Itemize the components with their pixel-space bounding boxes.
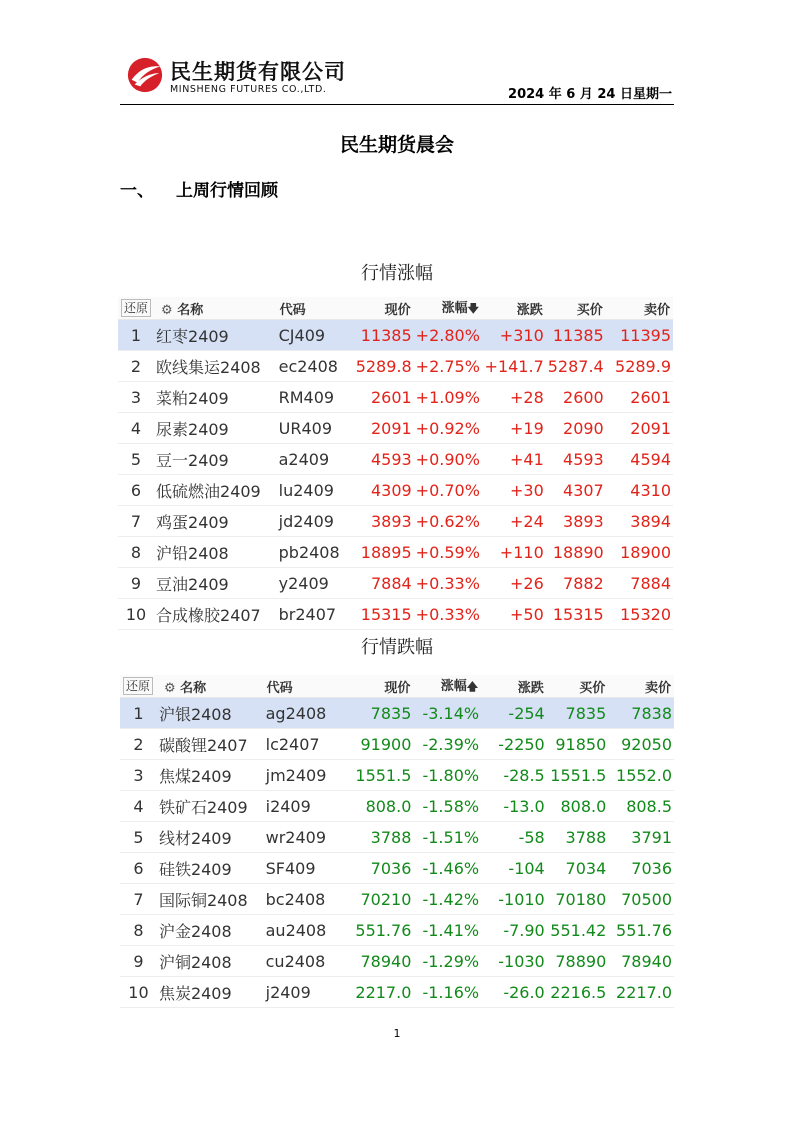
up-arrow-icon: 🡅 — [466, 680, 479, 693]
row-index: 7 — [118, 506, 154, 537]
ask-cell: 7036 — [608, 853, 674, 884]
table-row[interactable] — [118, 413, 673, 444]
down-arrow-icon: 🡇 — [467, 302, 479, 315]
fall-table — [120, 675, 674, 1008]
change-pct-cell: -1.29% — [413, 946, 481, 977]
brand-name-en: MINSHENG FUTURES CO.,LTD. — [170, 84, 327, 95]
contract-name: 合成橡胶2407 — [154, 599, 277, 630]
contract-name: 铁矿石2409 — [157, 791, 264, 822]
fall-table-title: 行情跌幅 — [361, 637, 433, 658]
change-pct-cell: +2.80% — [414, 320, 482, 351]
change-pct-cell: -1.16% — [413, 977, 481, 1008]
change-pct-cell: -1.58% — [413, 791, 481, 822]
name-header[interactable]: ⚙ 名称 — [154, 297, 277, 320]
row-index: 2 — [118, 351, 154, 382]
price-header[interactable]: 现价 — [354, 297, 414, 320]
change-pct-cell: -1.46% — [413, 853, 481, 884]
bid-cell: 7034 — [547, 853, 609, 884]
ask-header[interactable]: 卖价 — [606, 297, 673, 320]
table-row[interactable] — [118, 444, 673, 475]
row-index: 9 — [120, 946, 157, 977]
ask-cell: 78940 — [608, 946, 674, 977]
row-index: 6 — [118, 475, 154, 506]
contract-name: 沪金2408 — [157, 915, 264, 946]
ask-cell: 11395 — [606, 320, 673, 351]
contract-name: 鸡蛋2409 — [154, 506, 277, 537]
bid-cell: 3788 — [547, 822, 609, 853]
table-row[interactable] — [120, 853, 674, 884]
fall-table-header — [120, 675, 674, 698]
bid-cell: 808.0 — [547, 791, 609, 822]
contract-code: CJ409 — [277, 320, 354, 351]
price-cell: 7884 — [354, 568, 414, 599]
table-row[interactable] — [120, 791, 674, 822]
change-pct-cell: +0.70% — [414, 475, 482, 506]
change-pct-cell: -1.51% — [413, 822, 481, 853]
change-cell: -28.5 — [481, 760, 547, 791]
contract-code: bc2408 — [264, 884, 352, 915]
price-cell: 2601 — [354, 382, 414, 413]
row-index: 10 — [120, 977, 157, 1008]
change-cell: +28 — [482, 382, 546, 413]
brand-name-cn: 民生期货有限公司 — [170, 60, 346, 84]
code-header[interactable]: 代码 — [264, 675, 352, 698]
change-pct-header[interactable]: 涨幅🡅 — [413, 675, 481, 698]
restore-button[interactable]: 还原 — [123, 677, 153, 695]
price-cell: 11385 — [354, 320, 414, 351]
report-date: 2024 年 6 月 24 日星期一 — [508, 87, 672, 102]
change-pct-cell: +0.92% — [414, 413, 482, 444]
price-cell: 4593 — [354, 444, 414, 475]
change-cell: +41 — [482, 444, 546, 475]
contract-name: 豆油2409 — [154, 568, 277, 599]
table-row[interactable] — [120, 698, 674, 729]
ask-header[interactable]: 卖价 — [608, 675, 674, 698]
row-index: 10 — [118, 599, 154, 630]
bid-cell: 1551.5 — [547, 760, 609, 791]
table-row[interactable] — [118, 475, 673, 506]
ask-cell: 551.76 — [608, 915, 674, 946]
contract-code: i2409 — [264, 791, 352, 822]
contract-name: 焦煤2409 — [157, 760, 264, 791]
change-pct-header[interactable]: 涨幅🡇 — [414, 297, 482, 320]
change-pct-cell: +1.09% — [414, 382, 482, 413]
contract-name: 国际铜2408 — [157, 884, 264, 915]
ask-cell: 18900 — [606, 537, 673, 568]
price-cell: 3788 — [352, 822, 414, 853]
price-cell: 7835 — [352, 698, 414, 729]
row-index: 4 — [120, 791, 157, 822]
ask-cell: 4310 — [606, 475, 673, 506]
row-index: 8 — [120, 915, 157, 946]
change-cell: -254 — [481, 698, 547, 729]
table-row[interactable] — [118, 382, 673, 413]
contract-code: ec2408 — [277, 351, 354, 382]
contract-name: 红枣2409 — [154, 320, 277, 351]
row-index: 5 — [120, 822, 157, 853]
page-header — [120, 54, 674, 105]
row-index: 4 — [118, 413, 154, 444]
bid-cell: 551.42 — [547, 915, 609, 946]
contract-name: 豆一2409 — [154, 444, 277, 475]
row-index: 5 — [118, 444, 154, 475]
bid-cell: 4593 — [546, 444, 606, 475]
contract-code: au2408 — [264, 915, 352, 946]
price-cell: 18895 — [354, 537, 414, 568]
price-cell: 808.0 — [352, 791, 414, 822]
restore-button[interactable]: 还原 — [121, 299, 151, 317]
code-header[interactable]: 代码 — [277, 297, 354, 320]
price-cell: 7036 — [352, 853, 414, 884]
change-cell: +141.7 — [482, 351, 546, 382]
bid-cell: 70180 — [547, 884, 609, 915]
table-row[interactable] — [120, 729, 674, 760]
contract-name: 沪铅2408 — [154, 537, 277, 568]
ask-cell: 7838 — [608, 698, 674, 729]
bid-cell: 7882 — [546, 568, 606, 599]
ask-cell: 4594 — [606, 444, 673, 475]
table-row[interactable] — [118, 506, 673, 537]
section-number: 一、 — [120, 181, 154, 201]
row-index: 2 — [120, 729, 157, 760]
rise-table — [118, 297, 673, 630]
contract-code: ag2408 — [264, 698, 352, 729]
contract-code: j2409 — [264, 977, 352, 1008]
contract-name: 线材2409 — [157, 822, 264, 853]
bid-header[interactable]: 买价 — [546, 297, 606, 320]
change-cell: -26.0 — [481, 977, 547, 1008]
restore-header — [118, 297, 154, 320]
contract-name: 碳酸锂2407 — [157, 729, 264, 760]
row-index: 9 — [118, 568, 154, 599]
contract-name: 硅铁2409 — [157, 853, 264, 884]
change-pct-cell: +0.33% — [414, 599, 482, 630]
bid-header[interactable]: 买价 — [547, 675, 609, 698]
change-cell: +310 — [482, 320, 546, 351]
bid-cell: 2090 — [546, 413, 606, 444]
change-cell: +30 — [482, 475, 546, 506]
contract-code: RM409 — [277, 382, 354, 413]
bid-cell: 78890 — [547, 946, 609, 977]
contract-code: lc2407 — [264, 729, 352, 760]
contract-name: 欧线集运2408 — [154, 351, 277, 382]
row-index: 1 — [120, 698, 157, 729]
ask-cell: 1552.0 — [608, 760, 674, 791]
price-cell: 5289.8 — [354, 351, 414, 382]
contract-name: 菜粕2409 — [154, 382, 277, 413]
contract-code: SF409 — [264, 853, 352, 884]
ask-cell: 2217.0 — [608, 977, 674, 1008]
ask-cell: 3894 — [606, 506, 673, 537]
ask-cell: 808.5 — [608, 791, 674, 822]
table-row[interactable] — [118, 351, 673, 382]
change-pct-cell: +0.59% — [414, 537, 482, 568]
change-pct-cell: +0.33% — [414, 568, 482, 599]
change-cell: +110 — [482, 537, 546, 568]
change-header[interactable]: 涨跌 — [482, 297, 546, 320]
change-cell: -1010 — [481, 884, 547, 915]
price-cell: 78940 — [352, 946, 414, 977]
contract-code: y2409 — [277, 568, 354, 599]
ask-cell: 7884 — [606, 568, 673, 599]
contract-name: 沪铜2408 — [157, 946, 264, 977]
price-cell: 15315 — [354, 599, 414, 630]
change-cell: -104 — [481, 853, 547, 884]
price-cell: 551.76 — [352, 915, 414, 946]
contract-code: jd2409 — [277, 506, 354, 537]
table-row[interactable] — [120, 822, 674, 853]
change-pct-cell: +2.75% — [414, 351, 482, 382]
change-pct-cell: -1.80% — [413, 760, 481, 791]
price-header[interactable]: 现价 — [352, 675, 414, 698]
contract-code: lu2409 — [277, 475, 354, 506]
table-row[interactable] — [118, 599, 673, 630]
bid-cell: 5287.4 — [546, 351, 606, 382]
contract-code: a2409 — [277, 444, 354, 475]
price-cell: 1551.5 — [352, 760, 414, 791]
contract-code: UR409 — [277, 413, 354, 444]
price-cell: 2217.0 — [352, 977, 414, 1008]
contract-code: jm2409 — [264, 760, 352, 791]
bid-cell: 4307 — [546, 475, 606, 506]
rise-table-header — [118, 297, 673, 320]
change-cell: -13.0 — [481, 791, 547, 822]
change-cell: -2250 — [481, 729, 547, 760]
contract-name: 尿素2409 — [154, 413, 277, 444]
bid-cell: 18890 — [546, 537, 606, 568]
change-cell: -7.90 — [481, 915, 547, 946]
section-title: 上周行情回顾 — [176, 181, 278, 201]
ask-cell: 70500 — [608, 884, 674, 915]
table-row[interactable] — [118, 320, 673, 351]
contract-code: cu2408 — [264, 946, 352, 977]
document-title: 民生期货晨会 — [339, 134, 454, 156]
change-cell: +26 — [482, 568, 546, 599]
contract-name: 低硫燃油2409 — [154, 475, 277, 506]
ask-cell: 3791 — [608, 822, 674, 853]
change-cell: -1030 — [481, 946, 547, 977]
bid-cell: 91850 — [547, 729, 609, 760]
table-row[interactable] — [118, 537, 673, 568]
price-cell: 2091 — [354, 413, 414, 444]
bid-cell: 15315 — [546, 599, 606, 630]
change-pct-cell: -1.41% — [413, 915, 481, 946]
row-index: 3 — [120, 760, 157, 791]
table-row[interactable] — [120, 946, 674, 977]
bid-cell: 2216.5 — [547, 977, 609, 1008]
change-cell: +19 — [482, 413, 546, 444]
contract-name: 沪银2408 — [157, 698, 264, 729]
change-cell: -58 — [481, 822, 547, 853]
price-cell: 70210 — [352, 884, 414, 915]
minsheng-logo-icon — [126, 56, 164, 94]
restore-header — [120, 675, 157, 698]
table-row[interactable] — [120, 977, 674, 1008]
table-row[interactable] — [120, 884, 674, 915]
section-heading — [120, 176, 278, 201]
rise-table-title: 行情涨幅 — [361, 263, 433, 284]
bid-cell: 2600 — [546, 382, 606, 413]
price-cell: 4309 — [354, 475, 414, 506]
bid-cell: 7835 — [547, 698, 609, 729]
change-header[interactable]: 涨跌 — [481, 675, 547, 698]
gear-icon[interactable]: ⚙ — [161, 302, 173, 318]
price-cell: 3893 — [354, 506, 414, 537]
name-header[interactable]: ⚙ 名称 — [157, 675, 264, 698]
bid-cell: 11385 — [546, 320, 606, 351]
change-pct-cell: -1.42% — [413, 884, 481, 915]
change-cell: +50 — [482, 599, 546, 630]
row-index: 7 — [120, 884, 157, 915]
change-pct-cell: +0.90% — [414, 444, 482, 475]
change-pct-cell: -3.14% — [413, 698, 481, 729]
ask-cell: 2091 — [606, 413, 673, 444]
table-row[interactable] — [120, 915, 674, 946]
ask-cell: 92050 — [608, 729, 674, 760]
bid-cell: 3893 — [546, 506, 606, 537]
row-index: 3 — [118, 382, 154, 413]
page-number: 1 — [393, 1027, 401, 1040]
row-index: 8 — [118, 537, 154, 568]
contract-code: wr2409 — [264, 822, 352, 853]
contract-name: 焦炭2409 — [157, 977, 264, 1008]
row-index: 6 — [120, 853, 157, 884]
change-pct-cell: -2.39% — [413, 729, 481, 760]
price-cell: 91900 — [352, 729, 414, 760]
ask-cell: 15320 — [606, 599, 673, 630]
gear-icon[interactable]: ⚙ — [163, 680, 176, 696]
ask-cell: 5289.9 — [606, 351, 673, 382]
table-row[interactable] — [120, 760, 674, 791]
change-cell: +24 — [482, 506, 546, 537]
ask-cell: 2601 — [606, 382, 673, 413]
change-pct-cell: +0.62% — [414, 506, 482, 537]
row-index: 1 — [118, 320, 154, 351]
table-row[interactable] — [118, 568, 673, 599]
contract-code: br2407 — [277, 599, 354, 630]
contract-code: pb2408 — [277, 537, 354, 568]
